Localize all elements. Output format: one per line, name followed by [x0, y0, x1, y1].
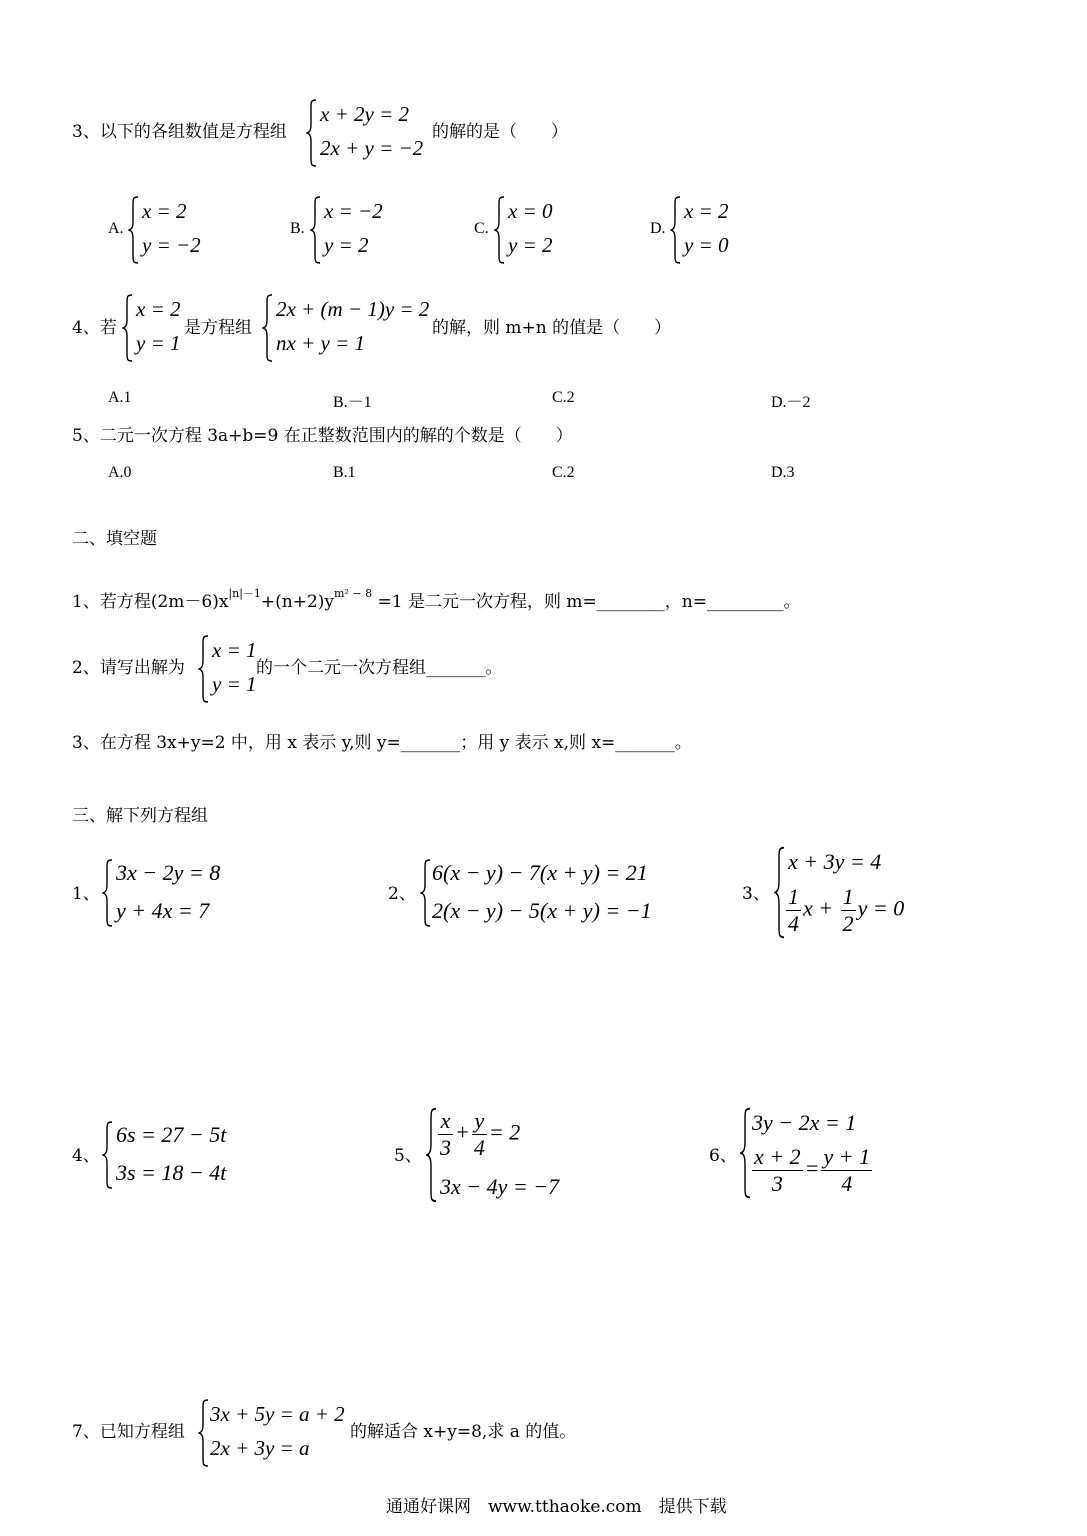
q3-eq2: 2x + y = −2 — [320, 136, 424, 160]
section3-heading: 三、解下列方程组 — [72, 806, 208, 826]
fill-q3: 3、在方程 3x+y=2 中，用 x 表示 y,则 y=_______；用 y 表示 x,则 x=_______。 — [72, 733, 692, 753]
p2-eq2: 2(x − y) − 5(x + y) = −1 — [432, 898, 652, 923]
p1-eq2: y + 4x = 7 — [116, 898, 210, 923]
p1-eq1: 3x − 2y = 8 — [116, 860, 221, 885]
q3-option-a-eq1: x = 2 — [142, 199, 187, 223]
p3-var-a: x + — [803, 895, 834, 921]
q4-system — [262, 293, 432, 363]
q3-option-d-eq1: x = 2 — [684, 199, 729, 223]
p6-frac-a — [752, 1144, 803, 1197]
q4-option-c[interactable]: C.2 — [552, 389, 575, 406]
fill-q2-system — [198, 634, 258, 704]
q5-option-d[interactable]: D.3 — [771, 464, 795, 481]
p1-system — [102, 858, 242, 930]
p5-plus: + — [455, 1119, 470, 1145]
fill-q1-prefix: 1、若方程(2m－6)x — [72, 592, 229, 612]
q7-suffix: 的解适合 x+y=8,求 a 的值。 — [350, 1422, 577, 1442]
p4-eq1: 6s = 27 − 5t — [116, 1122, 227, 1147]
brace-icon — [670, 195, 682, 265]
brace-icon — [128, 195, 140, 265]
q3-option-c-eq2: y = 2 — [508, 233, 553, 257]
q3-option-b-eq2: y = 2 — [324, 233, 369, 257]
p5-eq1 — [436, 1108, 520, 1161]
p3-rhs: = 0 — [872, 895, 905, 921]
q3-option-a-eq2: y = −2 — [142, 233, 201, 257]
p3-frac-b — [841, 884, 856, 937]
p6-frac-b-den: 4 — [841, 1171, 853, 1196]
q7-label: 7、已知方程组 — [72, 1422, 185, 1442]
fill-q1-exp1: |n|－1 — [228, 587, 261, 600]
p3-frac-a — [786, 884, 801, 937]
q4-sol2: y = 1 — [136, 331, 181, 355]
q3-option-a[interactable] — [128, 195, 228, 265]
q3-system — [306, 98, 436, 168]
fill-q2-suffix: 的一个二元一次方程组_______。 — [256, 658, 503, 678]
brace-icon — [198, 634, 210, 704]
p4-label: 4、 — [72, 1146, 100, 1166]
fill-q1-exp2: m² − 8 — [334, 587, 373, 600]
brace-icon — [198, 1398, 210, 1468]
q3-option-a-label[interactable]: A. — [108, 220, 124, 237]
q3-option-c-label[interactable]: C. — [474, 220, 489, 237]
q4-solution — [122, 293, 192, 363]
q3-eq1: x + 2y = 2 — [320, 102, 409, 126]
q5-text: 5、二元一次方程 3a+b=9 在正整数范围内的解的个数是（ ） — [72, 426, 573, 446]
p3-eq2 — [784, 884, 904, 937]
p5-frac-a-den: 3 — [440, 1135, 451, 1160]
q4-sol1: x = 2 — [136, 297, 181, 321]
p3-frac-a-num: 1 — [788, 884, 799, 909]
fill-q2-label: 2、请写出解为 — [72, 658, 185, 678]
q5-option-c[interactable]: C.2 — [552, 464, 575, 481]
brace-icon — [494, 195, 506, 265]
q3-option-d[interactable] — [670, 195, 770, 265]
q4-suffix: 的解，则 m+n 的值是（ ） — [432, 318, 672, 338]
q7-eq1: 3x + 5y = a + 2 — [210, 1402, 345, 1426]
p3-frac-b-num: 1 — [842, 884, 854, 909]
p3-frac-a-den: 4 — [788, 911, 799, 936]
p6-equals: = — [804, 1155, 820, 1181]
p1-label: 1、 — [72, 884, 100, 904]
fill-q2-eq2: y = 1 — [212, 672, 257, 696]
q4-eq2: nx + y = 1 — [276, 331, 365, 355]
fill-q1-mid: +(n+2)y — [260, 592, 335, 612]
brace-icon — [102, 858, 114, 930]
q3-option-b-eq1: x = −2 — [324, 199, 383, 223]
q5-option-b[interactable]: B.1 — [333, 464, 356, 481]
q4-option-d[interactable]: D.－2 — [771, 394, 811, 411]
q3-option-b[interactable] — [310, 195, 410, 265]
p5-frac-b — [472, 1108, 487, 1161]
p6-eq2 — [750, 1144, 874, 1197]
p3-frac-b-den: 2 — [842, 911, 854, 936]
fill-q1-suffix: =1 是二元一次方程，则 m=________，n=_________。 — [372, 592, 801, 612]
q7-eq2: 2x + 3y = a — [210, 1436, 310, 1460]
p5-frac-b-num: y — [472, 1108, 487, 1135]
brace-icon — [122, 293, 134, 363]
q3-option-b-label[interactable]: B. — [290, 220, 305, 237]
q4-eq1: 2x + (m − 1)y = 2 — [276, 297, 430, 321]
p2-eq1: 6(x − y) − 7(x + y) = 21 — [432, 860, 648, 885]
p5-label: 5、 — [394, 1146, 422, 1166]
p5-frac-a-num: x — [438, 1108, 453, 1135]
p5-eq2: 3x − 4y = −7 — [440, 1174, 560, 1199]
p5-rhs: = 2 — [488, 1119, 521, 1145]
p2-label: 2、 — [388, 884, 416, 904]
p5-frac-b-den: 4 — [473, 1135, 485, 1160]
q7-system — [198, 1398, 358, 1468]
p2-system — [420, 858, 660, 930]
p6-frac-b — [821, 1144, 872, 1197]
q3-option-c[interactable] — [494, 195, 594, 265]
p4-system — [102, 1120, 252, 1192]
q4-mid: 是方程组 — [184, 318, 252, 338]
p3-var-b: y — [857, 895, 868, 921]
brace-icon — [102, 1120, 114, 1192]
q5-option-a[interactable]: A.0 — [108, 464, 132, 481]
p3-eq1: x + 3y = 4 — [788, 849, 882, 874]
q3-option-d-label[interactable]: D. — [650, 220, 666, 237]
q3-option-d-eq2: y = 0 — [684, 233, 729, 257]
p3-label: 3、 — [742, 884, 770, 904]
brace-icon — [306, 98, 318, 168]
fill-q1 — [72, 584, 800, 612]
p6-eq1: 3y − 2x = 1 — [752, 1110, 857, 1135]
brace-icon — [420, 858, 432, 930]
q3-suffix: 的解的是（ ） — [432, 122, 568, 142]
p5-frac-a — [438, 1108, 453, 1161]
brace-icon — [262, 293, 274, 363]
brace-icon — [310, 195, 322, 265]
q4-label: 4、若 — [72, 318, 117, 338]
page-footer: 通通好课网 www.tthaoke.com 提供下载 — [386, 1497, 727, 1517]
q3-label: 3、以下的各组数值是方程组 — [72, 122, 287, 142]
p6-frac-a-den: 3 — [771, 1171, 783, 1196]
p6-frac-a-num: x + 2 — [754, 1144, 801, 1169]
p6-label: 6、 — [709, 1146, 737, 1166]
section2-heading: 二、填空题 — [72, 529, 157, 549]
p4-eq2: 3s = 18 − 4t — [116, 1160, 227, 1185]
q3-option-c-eq1: x = 0 — [508, 199, 553, 223]
q4-option-b[interactable]: B.－1 — [333, 394, 372, 411]
fill-q2-eq1: x = 1 — [212, 638, 257, 662]
q4-option-a[interactable]: A.1 — [108, 389, 132, 406]
p6-frac-b-num: y + 1 — [823, 1144, 871, 1169]
